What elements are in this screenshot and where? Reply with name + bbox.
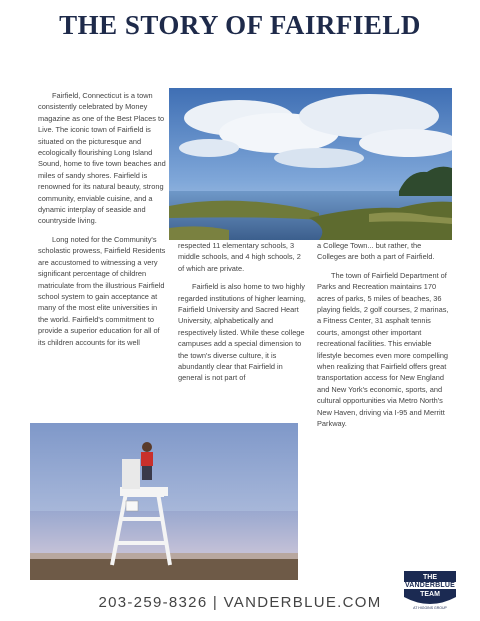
beach-lifeguard-photo bbox=[30, 423, 298, 580]
paragraph: a College Town... but rather, the Colleges are both a part of Fairfield. bbox=[317, 241, 435, 262]
paragraph: respected 11 elementary schools, 3 middle schools, and 4 high schools, 2 of which are private. bbox=[178, 241, 301, 273]
paragraph: Fairfield is also home to two highly regarded institutions of higher learning, Fairfield University and Sacred Heart University, alphabetically and respectively listed. While these college campuses add a special dimension to the town's diverse culture, it is abundantly clear that Fairfield in general is not part of bbox=[178, 282, 306, 383]
page-title: THE STORY OF FAIRFIELD bbox=[59, 10, 421, 40]
logo-text-vanderblue: VANDERBLUE bbox=[404, 582, 456, 589]
text-column-2 bbox=[178, 240, 308, 391]
paragraph: Fairfield, Connecticut is a town consistently celebrated by Money magazine as one of the Best Places to Live. The iconic town of Fairfield is situated on the picturesque and ecologically flourishing Long Island Sound, home to five town beaches and miles of sandy shores. Fairfield is renowned for its natural beauty, strong community, enviable cuisine, and a dynamic interplay of seaside and countryside living. bbox=[38, 91, 166, 226]
logo-text-team: TEAM bbox=[420, 591, 440, 598]
paragraph: The town of Fairfield Department of Parks and Recreation maintains 170 acres of parks, 5 miles of beaches, 36 playing fields, 2 golf courses, 2 marinas, a Fitness Center, 31 asphalt tennis courts, amongst other important recreational facilities. This enviable lifestyle becomes even more compelling when realizing that Fairfield offers great transportation access for New England and New York's economic, sports, and cultural opportunities via Metro North's New Haven, driving via I-95 and Merritt Parkway. bbox=[317, 270, 449, 429]
vanderblue-team-logo bbox=[398, 567, 462, 613]
logo-text-higgins: AT HIGGINS GROUP bbox=[413, 606, 447, 610]
marsh-photo bbox=[169, 88, 452, 240]
contact-line: 203-259-8326 | VANDERBLUE.COM bbox=[98, 594, 382, 611]
logo-text-the: THE bbox=[423, 574, 437, 581]
paragraph: Long noted for the Community's scholastic prowess, Fairfield Residents are accustomed to witnessing a very significant percentage of children matriculate from the illustrious Fairfield school system to gain acceptance at many of the most elite universities in the world. Fairfield's commitment to provide a superior education for all of its children accounts for its well bbox=[38, 234, 166, 347]
text-column-1 bbox=[38, 90, 166, 355]
text-column-3 bbox=[317, 240, 449, 437]
